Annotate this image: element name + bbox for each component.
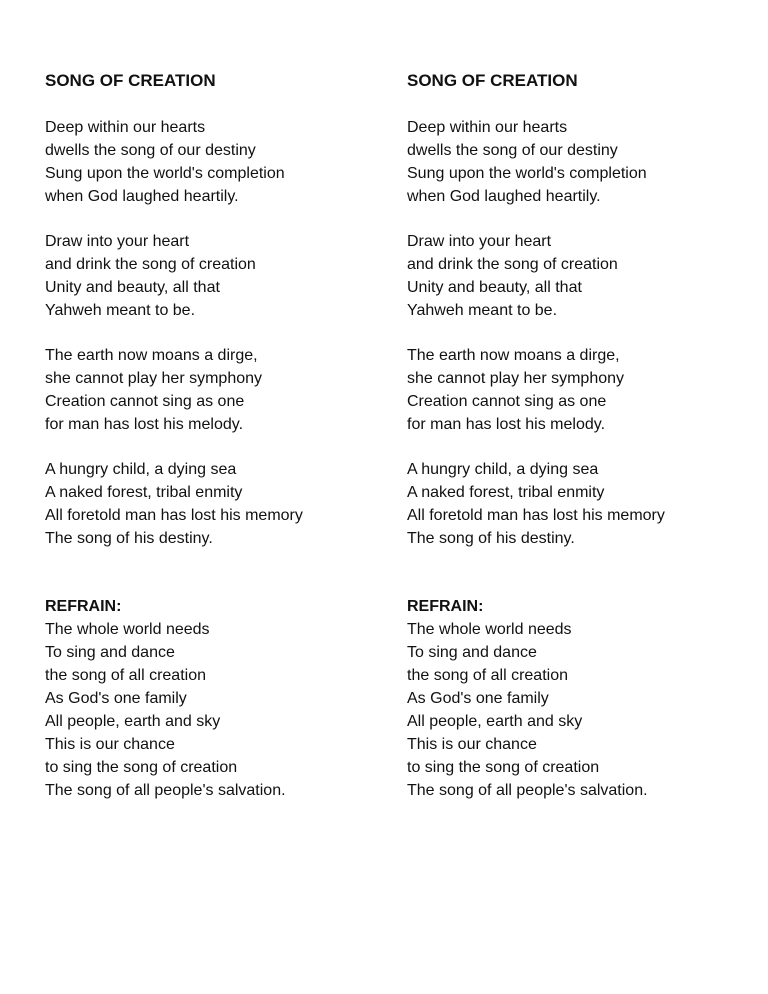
- refrain-line: This is our chance: [407, 736, 537, 753]
- refrain-heading: REFRAIN:: [45, 598, 122, 615]
- lyric-line: All foretold man has lost his memory: [407, 507, 665, 524]
- stanza-3: [45, 344, 385, 436]
- lyric-line: The earth now moans a dirge,: [45, 347, 258, 364]
- lyric-line: A hungry child, a dying sea: [45, 461, 237, 478]
- lyric-line: she cannot play her symphony: [407, 370, 625, 387]
- refrain-line: the song of all creation: [45, 667, 206, 684]
- stanza-1: [407, 116, 747, 208]
- lyric-line: Yahweh meant to be.: [45, 302, 196, 319]
- lyric-line: dwells the song of our destiny: [45, 142, 256, 159]
- stanza-2: [45, 230, 385, 322]
- refrain-line: The whole world needs: [45, 621, 210, 638]
- refrain-line: The whole world needs: [407, 621, 572, 638]
- stanza-4: [407, 458, 747, 550]
- lyric-line: when God laughed heartily.: [45, 188, 239, 205]
- refrain: [407, 595, 747, 802]
- lyric-line: Draw into your heart: [407, 233, 552, 250]
- lyric-line: dwells the song of our destiny: [407, 142, 618, 159]
- refrain-line: As God's one family: [45, 690, 187, 707]
- song-title: SONG OF CREATION: [407, 71, 578, 90]
- lyric-line: Draw into your heart: [45, 233, 190, 250]
- lyric-line: she cannot play her symphony: [45, 370, 263, 387]
- lyric-line: Creation cannot sing as one: [45, 393, 245, 410]
- song-title: SONG OF CREATION: [45, 71, 216, 90]
- lyric-line: when God laughed heartily.: [407, 188, 601, 205]
- refrain-line: This is our chance: [45, 736, 175, 753]
- refrain-line: to sing the song of creation: [407, 759, 600, 776]
- refrain-line: The song of all people's salvation.: [45, 782, 286, 799]
- refrain-line: the song of all creation: [407, 667, 568, 684]
- stanza-2: [407, 230, 747, 322]
- lyric-line: Unity and beauty, all that: [45, 279, 220, 296]
- lyric-line: Creation cannot sing as one: [407, 393, 607, 410]
- refrain-line: All people, earth and sky: [45, 713, 221, 730]
- song-column-right: [407, 69, 747, 824]
- song-column-left: [45, 69, 385, 824]
- refrain-line: As God's one family: [407, 690, 549, 707]
- refrain-line: To sing and dance: [407, 644, 537, 661]
- lyric-line: for man has lost his melody.: [407, 416, 606, 433]
- stanza-1: [45, 116, 385, 208]
- lyric-line: A hungry child, a dying sea: [407, 461, 599, 478]
- refrain-line: All people, earth and sky: [407, 713, 583, 730]
- lyric-line: Deep within our hearts: [45, 119, 206, 136]
- refrain-heading: REFRAIN:: [407, 598, 484, 615]
- lyric-line: A naked forest, tribal enmity: [407, 484, 605, 501]
- lyric-line: All foretold man has lost his memory: [45, 507, 303, 524]
- lyric-line: and drink the song of creation: [407, 256, 618, 273]
- refrain-line: The song of all people's salvation.: [407, 782, 648, 799]
- lyric-line: Sung upon the world's completion: [407, 165, 647, 182]
- lyric-line: The earth now moans a dirge,: [407, 347, 620, 364]
- lyric-line: Yahweh meant to be.: [407, 302, 558, 319]
- refrain-line: To sing and dance: [45, 644, 175, 661]
- lyric-line: A naked forest, tribal enmity: [45, 484, 243, 501]
- lyric-line: The song of his destiny.: [407, 530, 575, 547]
- lyric-line: The song of his destiny.: [45, 530, 213, 547]
- lyric-line: and drink the song of creation: [45, 256, 256, 273]
- lyric-line: Sung upon the world's completion: [45, 165, 285, 182]
- stanza-4: [45, 458, 385, 550]
- lyric-line: Deep within our hearts: [407, 119, 568, 136]
- refrain: [45, 595, 385, 802]
- lyric-line: for man has lost his melody.: [45, 416, 244, 433]
- refrain-line: to sing the song of creation: [45, 759, 238, 776]
- stanza-3: [407, 344, 747, 436]
- lyric-line: Unity and beauty, all that: [407, 279, 582, 296]
